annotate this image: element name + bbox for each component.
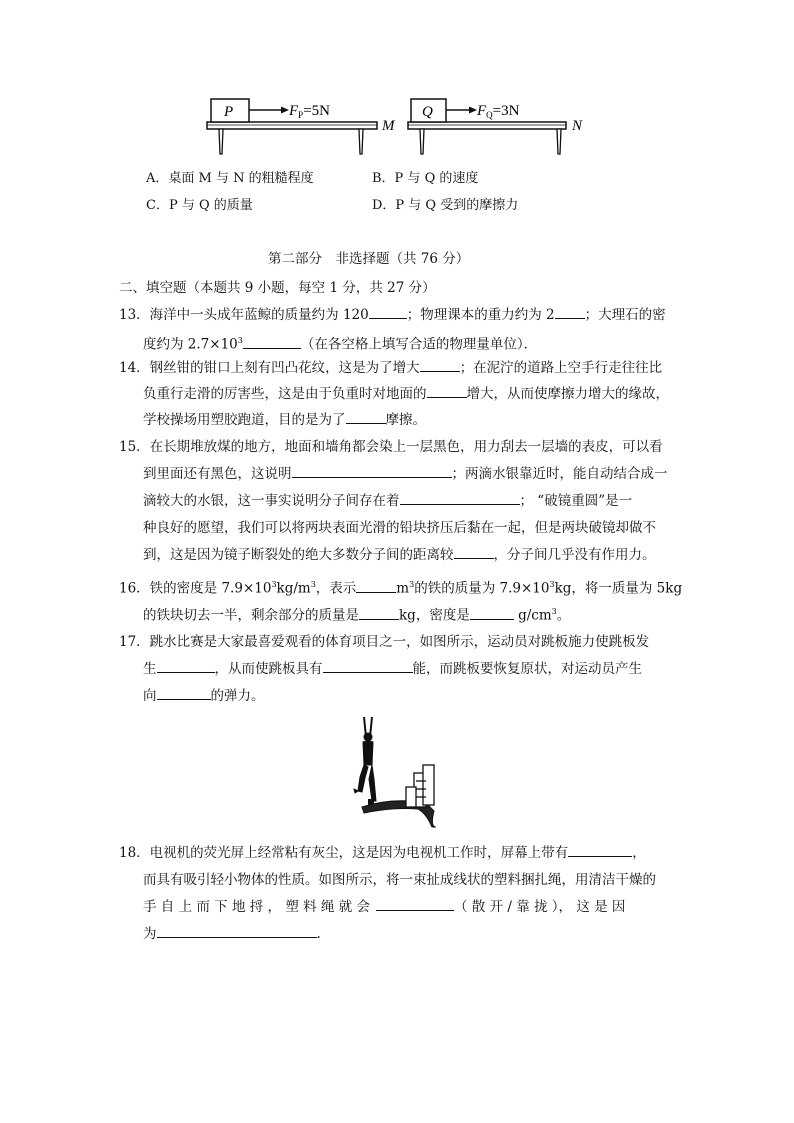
option-b: B．P 与 Q 的速度 (372, 171, 479, 186)
q15-line4: 种良好的愿望，我们可以将两块表面光滑的铅块挤压后黏在一起，但是两块破镜却做不 (143, 520, 656, 536)
option-c: C．P 与 Q 的质量 (146, 198, 253, 213)
option-d: D．P 与 Q 受到的摩擦力 (372, 198, 519, 213)
q14-line2: 负重行走滑的厉害些，这是由于负重时对地面的 增大，从而使摩擦力增大的缘故， (143, 386, 669, 402)
q17-line3: 向 的弹力。 (143, 688, 265, 704)
q13-line2: 度约为 $2.7\times 10^3$ （在各空格上填写合适的物理量单位）． (143, 336, 538, 353)
q17-blank1[interactable] (157, 660, 215, 673)
board-support (406, 765, 434, 807)
q17-line2: 生 ，从而使跳板具有 能，而跳板要恢复原状，对运动员产生 (143, 661, 642, 677)
q17-line1: 17．跳水比赛是大家最喜爱观看的体育项目之一，如图所示，运动员对跳板施力使跳板发 (119, 634, 650, 650)
diver-illustration (348, 715, 440, 830)
friction-figure (205, 94, 605, 160)
q18-line2: 而具有吸引轻小物体的性质。如图所示，将一束扯成线状的塑料捆扎绳，用清洁干燥的 (143, 872, 656, 888)
q14-line1: 14．钢丝钳的钳口上刻有凹凸花纹，这是为了增大 ；在泥泞的道路上空手行走往往比 (119, 360, 663, 376)
table-m-label: M (382, 118, 395, 134)
q18-blank1[interactable] (568, 844, 632, 857)
q16-blank1[interactable] (356, 580, 396, 593)
block-p-label: P (224, 104, 234, 120)
svg-text:FQ=3N (476, 103, 520, 120)
q15-line5: 到，这是因为镜子断裂处的绝大多数分子间的距离较 ，分子间几乎没有作用力。 (143, 547, 656, 563)
force-q-value: =3N (492, 103, 520, 119)
q15-line3: 滴较大的水银，这一事实说明分子间存在着 ； “破镜重圆”是一 (143, 493, 633, 509)
q16-blank2[interactable] (359, 607, 399, 620)
q17-blank2[interactable] (323, 660, 413, 673)
force-p-subscript: P (298, 110, 304, 120)
force-q-symbol: F (477, 103, 487, 119)
q13-blank1[interactable] (369, 306, 407, 319)
force-q-subscript: Q (486, 110, 493, 120)
section-title: 第二部分 非选择题（共 76 分） (268, 251, 470, 267)
q15-line1: 15．在长期堆放煤的地方，地面和墙角都会染上一层黑色，用力刮去一层墙的表皮，可以看 (119, 439, 663, 455)
q16-blank3[interactable] (470, 607, 514, 620)
q13-blank2[interactable] (555, 306, 585, 319)
q15-blank3[interactable] (454, 546, 494, 559)
q15-blank1[interactable] (292, 465, 452, 478)
table-m (207, 122, 377, 154)
q14-blank3[interactable] (346, 411, 386, 424)
force-p-symbol: F (289, 103, 299, 119)
table-n (408, 122, 566, 154)
q15-blank2[interactable] (400, 492, 520, 505)
diver-figure (354, 717, 376, 801)
q15-line2: 到里面还有黑色，这说明 ；两滴水银靠近时，能自动结合成一 (143, 466, 668, 482)
svg-text:FP=5N (288, 103, 330, 120)
q14-blank1[interactable] (420, 359, 460, 372)
q18-line1: 18．电视机的荧光屏上经常粘有灰尘，这是因为电视机工作时，屏幕上带有 ， (119, 845, 646, 861)
q18-blank2[interactable] (376, 898, 454, 911)
q16-line1: 16．铁的密度是 $7.9\times 10^3kg/m^3$，表示 $m^3$的铁的质量为 $7.9\times 10^3kg$，将一质量为 5kg (119, 580, 683, 597)
q14-line3: 学校操场用塑胶跑道，目的是为了 摩擦。 (143, 412, 426, 428)
q14-blank2[interactable] (427, 385, 467, 398)
q18-line4: 为 . (143, 926, 321, 942)
part2-heading: 二、填空题（本题共 9 小题，每空 1 分，共 27 分） (119, 280, 436, 296)
option-a: A．桌面 M 与 N 的粗糙程度 (146, 171, 314, 186)
q18-line3: 手 自 上 而 下 地 捋 ， 塑 料 绳 就 会 （ 散 开 / 靠 拢 ）， 这 是 因 (143, 899, 626, 915)
q13-blank3[interactable] (243, 336, 301, 349)
block-q-label: Q (422, 104, 433, 120)
q13-line1: 13．海洋中一头成年蓝鲸的质量约为 120 ；物理课本的重力约为 2 ；大理石的密 (119, 307, 666, 323)
force-p-value: =5N (303, 103, 330, 119)
q18-blank3[interactable] (157, 925, 317, 938)
table-n-label: N (572, 118, 583, 134)
q17-blank3[interactable] (157, 687, 211, 700)
q16-line2: 的铁块切去一半，剩余部分的质量是 kg，密度是 $g/cm^3$。 (143, 607, 571, 624)
